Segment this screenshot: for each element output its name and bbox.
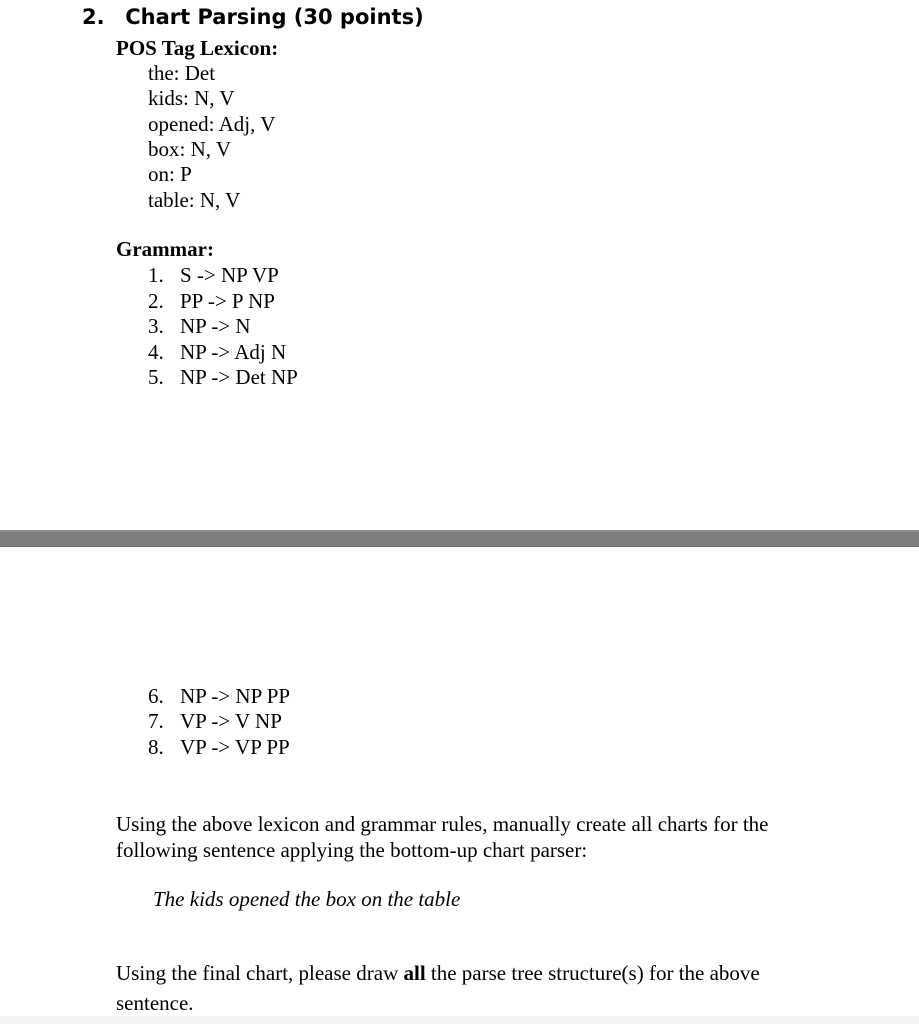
final-instruction-emphasis: all xyxy=(403,961,426,985)
final-instruction-end: the parse tree structure(s) for the above sentence. xyxy=(116,961,760,1015)
lexicon-heading: POS Tag Lexicon: xyxy=(116,36,279,60)
lexicon-entry-the: the: Det xyxy=(148,61,216,85)
grammar-rule-text: NP -> N xyxy=(180,314,251,338)
grammar-rule-number: 1. xyxy=(148,263,164,287)
grammar-rule xyxy=(148,313,251,339)
final-instruction-start: Using the final chart, please draw xyxy=(116,961,404,985)
grammar-rule xyxy=(148,262,279,288)
grammar-rule-text: NP -> NP PP xyxy=(180,684,291,708)
lexicon-entry-kids: kids: N, V xyxy=(148,86,235,110)
lexicon-entry-on: on: P xyxy=(148,162,192,186)
grammar-rule-text: VP -> V NP xyxy=(180,709,282,733)
task-paragraph: Using the above lexicon and grammar rules, manually create all charts for the following sentence applying the bottom-up chart parser: xyxy=(116,812,769,862)
final-instruction xyxy=(116,958,836,1018)
section-number: 2. xyxy=(82,5,105,29)
grammar-rule-number: 2. xyxy=(148,289,164,313)
grammar-rule-number: 7. xyxy=(148,709,164,733)
lexicon-entry-table: table: N, V xyxy=(148,188,241,212)
section-heading xyxy=(82,4,424,30)
grammar-rule xyxy=(148,364,298,390)
section-title: Chart Parsing (30 points) xyxy=(125,5,424,29)
grammar-rule-text: VP -> VP PP xyxy=(180,735,290,759)
grammar-rule-text: PP -> P NP xyxy=(180,289,275,313)
grammar-rule-number: 8. xyxy=(148,735,164,759)
grammar-rule-number: 3. xyxy=(148,314,164,338)
grammar-rule xyxy=(148,683,290,709)
example-sentence: The kids opened the box on the table xyxy=(153,887,461,911)
grammar-rule xyxy=(148,288,275,314)
grammar-heading: Grammar: xyxy=(116,237,214,261)
grammar-rule-number: 6. xyxy=(148,684,164,708)
grammar-rule-number: 5. xyxy=(148,365,164,389)
lexicon-entry-box: box: N, V xyxy=(148,137,232,161)
bottom-edge xyxy=(0,1016,919,1024)
grammar-rule xyxy=(148,734,290,760)
grammar-rule-text: NP -> Det NP xyxy=(180,365,298,389)
grammar-rule-text: S -> NP VP xyxy=(180,263,279,287)
lexicon-entry-opened: opened: Adj, V xyxy=(148,112,276,136)
grammar-rule xyxy=(148,708,282,734)
page-break-divider xyxy=(0,530,919,547)
grammar-rule-number: 4. xyxy=(148,340,164,364)
grammar-rule-text: NP -> Adj N xyxy=(180,340,287,364)
grammar-rule xyxy=(148,339,286,365)
